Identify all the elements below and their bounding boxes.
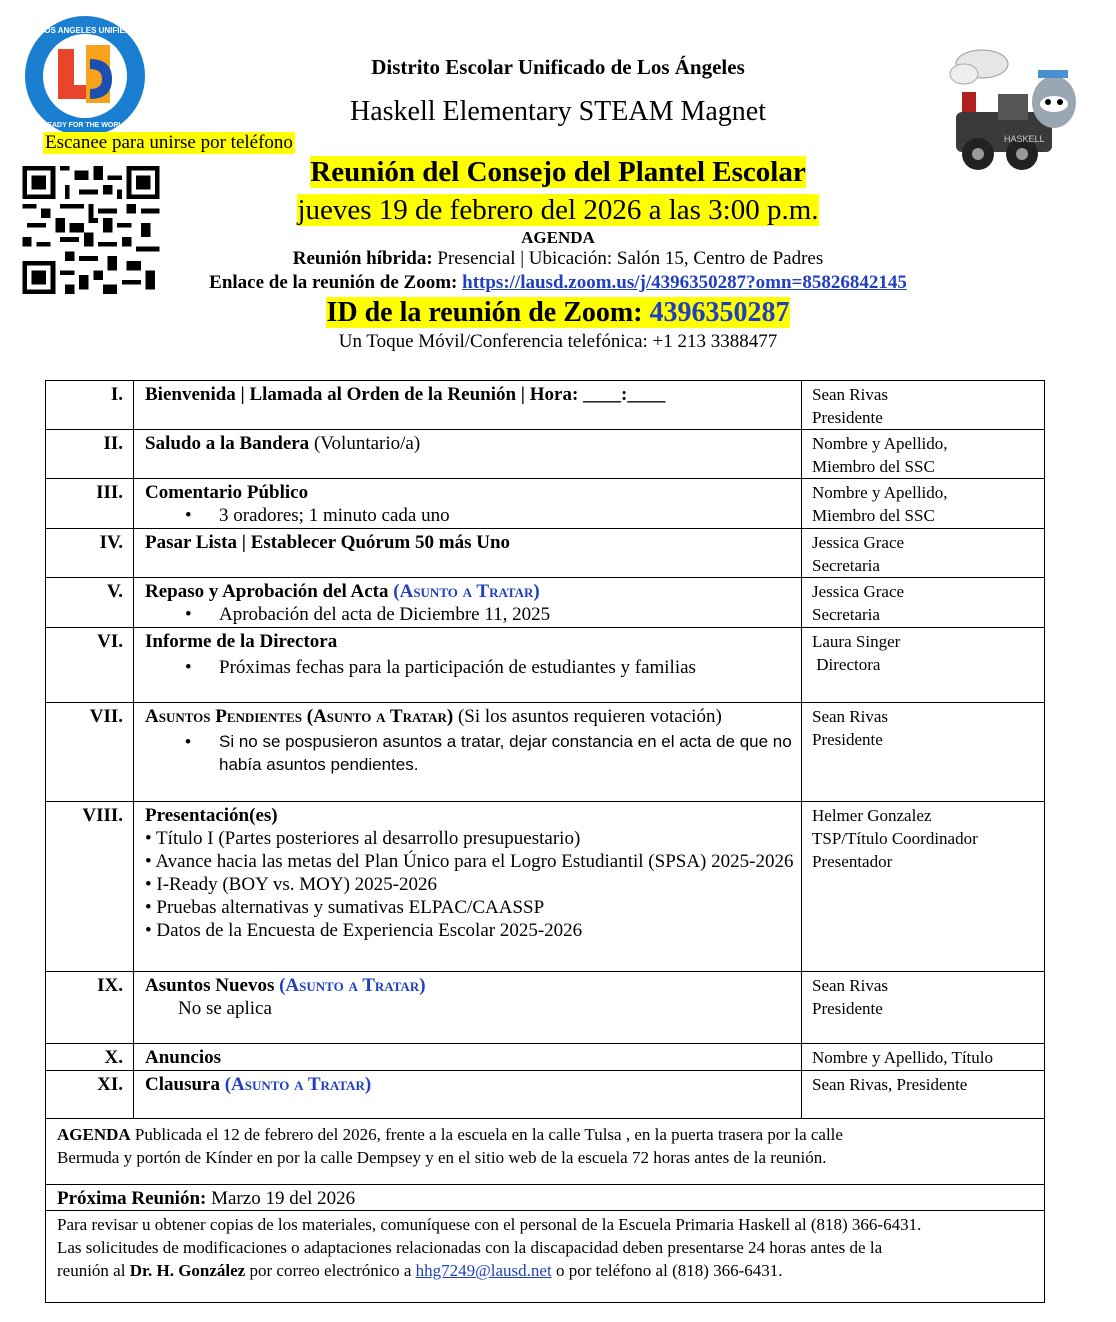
- item-presenter: Nombre y Apellido, Miembro del SSC: [802, 430, 1045, 479]
- item-title: Presentación(es) • Título I (Partes posteriores al desarrollo presupuestario) • Avance hacia las metas del Plan Único para el Logro Estudiantil (SPSA) 2025-2026 • I-Ready (BOY vs. MOY) 2025-2026 • Pruebas alternativas y sumativas ELPAC/CAASSP • Datos de la Encuesta de Experiencia Escolar 2025-2026: [134, 802, 802, 972]
- item-title: Asuntos Nuevos (Asunto a Tratar) No se aplica: [134, 972, 802, 1044]
- hybrid-meeting-info: Reunión híbrida: Presencial | Ubicación: Salón 15, Centro de Padres: [292, 248, 824, 269]
- agenda-row: [46, 381, 1045, 430]
- item-number: XI.: [46, 1071, 134, 1119]
- district-name: Distrito Escolar Unificado de Los Ángeles: [371, 55, 745, 79]
- presentation-line: • I-Ready (BOY vs. MOY) 2025-2026: [145, 874, 437, 895]
- agenda-heading: AGENDA: [521, 228, 595, 247]
- item-number: VII.: [46, 703, 134, 802]
- item-presenter: Laura Singer Directora: [802, 628, 1045, 703]
- item-title: Anuncios: [134, 1044, 802, 1071]
- action-item-tag: (Asunto a Tratar): [279, 975, 426, 996]
- zoom-link-line: Enlace de la reunión de Zoom: https://lausd.zoom.us/j/4396350287?omn=85826842145: [209, 272, 907, 293]
- presentation-line: • Datos de la Encuesta de Experiencia Escolar 2025-2026: [145, 920, 583, 941]
- agenda-row: [46, 529, 1045, 578]
- meeting-title: Reunión del Consejo del Plantel Escolar: [310, 156, 806, 188]
- svg-text:LOS ANGELES UNIFIED: LOS ANGELES UNIFIED: [39, 26, 131, 35]
- agenda-row: [46, 703, 1045, 802]
- item-title: Saludo a la Bandera (Voluntario/a): [134, 430, 802, 479]
- zoom-link[interactable]: https://lausd.zoom.us/j/4396350287?omn=85826842145: [462, 272, 907, 293]
- item-number: IV.: [46, 529, 134, 578]
- qr-scan-label: Escanee para unirse por teléfono: [45, 132, 293, 153]
- zoom-id-line: ID de la reunión de Zoom: 4396350287: [326, 297, 790, 328]
- meeting-date: jueves 19 de febrero del 2026 a las 3:00 p.m.: [297, 194, 819, 226]
- item-number: III.: [46, 479, 134, 529]
- agenda-row: [46, 628, 1045, 703]
- presentation-line: • Pruebas alternativas y sumativas ELPAC/CAASSP: [145, 897, 545, 918]
- item-title: Repaso y Aprobación del Acta (Asunto a Tratar) • Aprobación del acta de Diciembre 11, 2025: [134, 578, 802, 628]
- item-presenter: Sean Rivas Presidente: [802, 381, 1045, 430]
- item-title: Comentario Público • 3 oradores; 1 minuto cada uno: [134, 479, 802, 529]
- item-bullet: • 3 oradores; 1 minuto cada uno: [219, 504, 801, 527]
- svg-text:READY FOR THE WORLD: READY FOR THE WORLD: [42, 122, 128, 129]
- agenda-row: [46, 802, 1045, 972]
- item-bullet: • Aprobación del acta de Diciembre 11, 2025: [219, 603, 801, 626]
- item-bullet: • Si no se pospusieron asuntos a tratar, dejar constancia en el acta de que no había asuntos pendientes.: [219, 730, 801, 776]
- agenda-row: [46, 1044, 1045, 1071]
- svg-text:HASKELL: HASKELL: [1004, 134, 1045, 144]
- item-number: VIII.: [46, 802, 134, 972]
- item-number: V.: [46, 578, 134, 628]
- school-name: Haskell Elementary STEAM Magnet: [349, 96, 766, 127]
- presentation-line: • Avance hacia las metas del Plan Único para el Logro Estudiantil (SPSA) 2025-2026: [145, 851, 794, 872]
- agenda-row: [46, 578, 1045, 628]
- agenda-posting-notice: AGENDA Publicada el 12 de febrero del 2026, frente a la escuela en la calle Tulsa , en la puerta trasera por la calle Bermuda y portón de Kínder en por la calle Dempsey y en el sitio web de la escuela 72 horas antes de la reunión.: [46, 1119, 1045, 1185]
- item-presenter: Sean Rivas Presidente: [802, 703, 1045, 802]
- item-presenter: Helmer Gonzalez TSP/Título Coordinador Presentador: [802, 802, 1045, 972]
- agenda-row: [46, 430, 1045, 479]
- item-number: X.: [46, 1044, 134, 1071]
- item-presenter: Jessica Grace Secretaria: [802, 529, 1045, 578]
- materials-notice: Para revisar u obtener copias de los materiales, comuníquese con el personal de la Escuela Primaria Haskell al (818) 366-6431. Las solicitudes de modificaciones o adaptaciones relacionadas con la discapacidad deben presentarse 24 horas antes de la reunión al Dr. H. González por correo electrónico a hhg7249@lausd.net o por teléfono al (818) 366-6431.: [46, 1211, 1045, 1303]
- phone-conference-line: Un Toque Móvil/Conferencia telefónica: +1 213 3388477: [338, 331, 778, 352]
- item-presenter: Nombre y Apellido, Miembro del SSC: [802, 479, 1045, 529]
- contact-email-link[interactable]: hhg7249@lausd.net: [415, 1261, 552, 1280]
- presentation-line: • Título I (Partes posteriores al desarrollo presupuestario): [145, 828, 581, 849]
- item-title: Informe de la Directora • Próximas fechas para la participación de estudiantes y familias: [134, 628, 802, 703]
- item-number: I.: [46, 381, 134, 430]
- zoom-id: 4396350287: [649, 297, 790, 328]
- item-bullet: • Próximas fechas para la participación de estudiantes y familias: [219, 656, 801, 679]
- item-number: II.: [46, 430, 134, 479]
- action-item-tag: (Asunto a Tratar): [393, 581, 540, 602]
- item-title: Asuntos Pendientes (Asunto a Tratar) (Si los asuntos requieren votación) • Si no se pospusieron asuntos a tratar, dejar constancia en el acta de que no había asuntos pendientes.: [134, 703, 802, 802]
- item-presenter: Nombre y Apellido, Título: [802, 1044, 1045, 1071]
- item-presenter: Jessica Grace Secretaria: [802, 578, 1045, 628]
- item-title: Bienvenida | Llamada al Orden de la Reunión | Hora: ____:____: [134, 381, 802, 430]
- item-title: Pasar Lista | Establecer Quórum 50 más Uno: [134, 529, 802, 578]
- agenda-row: [46, 1071, 1045, 1119]
- item-presenter: Sean Rivas Presidente: [802, 972, 1045, 1044]
- agenda-row: [46, 972, 1045, 1044]
- next-meeting: Próxima Reunión: Marzo 19 del 2026: [46, 1185, 1045, 1211]
- item-title: Clausura (Asunto a Tratar): [134, 1071, 802, 1119]
- agenda-table: [45, 380, 1045, 1303]
- item-number: IX.: [46, 972, 134, 1044]
- item-presenter: Sean Rivas, Presidente: [802, 1071, 1045, 1119]
- agenda-row: [46, 479, 1045, 529]
- action-item-tag: (Asunto a Tratar): [224, 1074, 372, 1095]
- item-number: VI.: [46, 628, 134, 703]
